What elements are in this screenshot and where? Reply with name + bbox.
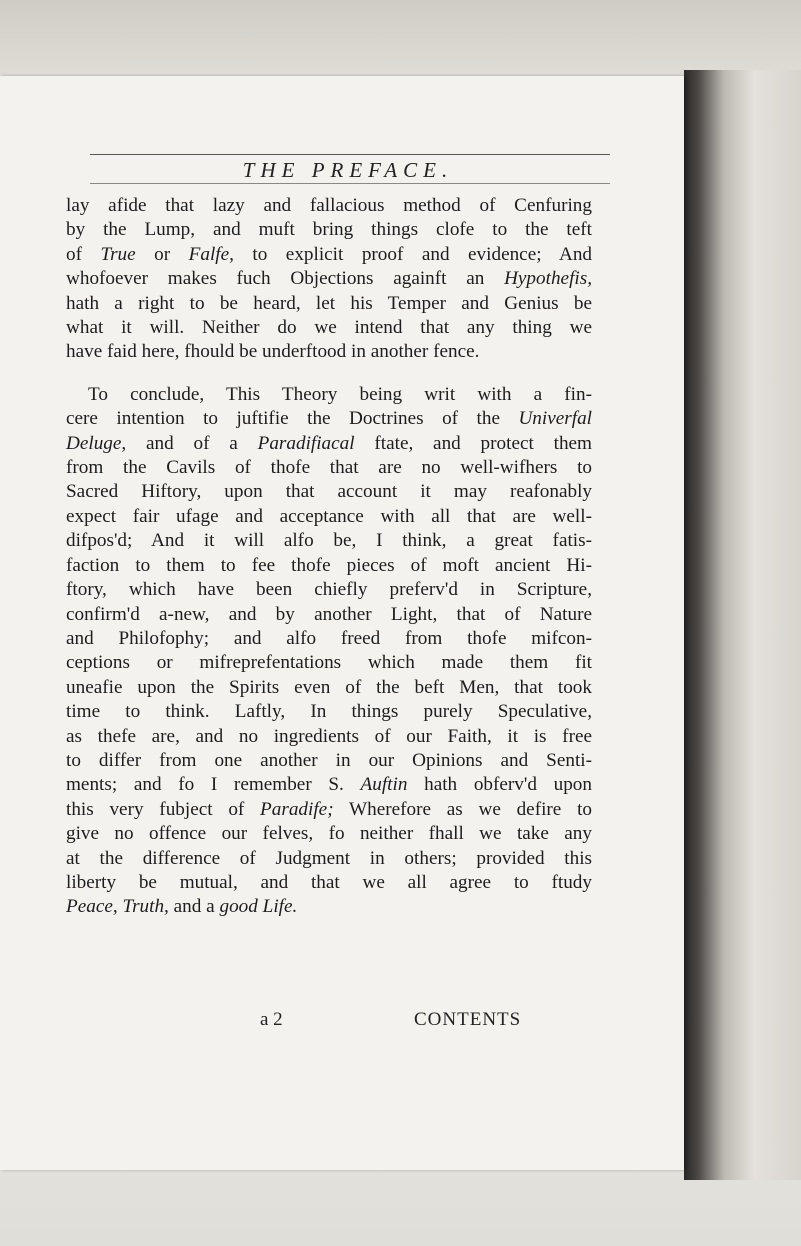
text-line: confirm'd a-new, and by another Light, that of Nature xyxy=(66,603,592,625)
text-line: ftory, which have been chiefly preferv'd in Scripture, xyxy=(66,579,592,601)
text-line: To conclude, This Theory being writ with a fin- xyxy=(88,383,592,405)
book-spine-shadow xyxy=(684,70,801,1180)
text-line: by the Lump, and muft bring things clofe to the teft xyxy=(66,219,592,241)
text-line: faction to them to fee thofe pieces of moft ancient Hi- xyxy=(66,554,592,576)
text-line: hath a right to be heard, let his Temper and Genius be xyxy=(66,292,592,314)
text-line: cere intention to juftifie the Doctrines of the Univerfal xyxy=(66,408,592,430)
text-line: Sacred Hiftory, upon that account it may reafonably xyxy=(66,481,592,503)
text-line: have faid here, fhould be underftood in another fence. xyxy=(66,341,480,363)
text-line: this very fubject of Paradife; Wherefore as we defire to xyxy=(66,798,592,820)
text-line: give no offence our felves, fo neither fhall we take any xyxy=(66,823,592,845)
text-line: Peace, Truth, and a good Life. xyxy=(66,896,298,918)
text-line: what it will. Neither do we intend that any thing we xyxy=(66,317,592,339)
text-line: whofoever makes fuch Objections againft an Hypothefis, xyxy=(66,268,592,290)
body-text xyxy=(66,194,592,920)
text-line: time to think. Laftly, In things purely Speculative, xyxy=(66,701,592,723)
paragraph-1 xyxy=(66,194,592,365)
header-rule xyxy=(90,154,610,155)
text-line: from the Cavils of thofe that are no well-wifhers to xyxy=(66,457,592,479)
text-line: at the difference of Judgment in others; provided this xyxy=(66,847,592,869)
text-line: uneafie upon the Spirits even of the beft Men, that took xyxy=(66,676,592,698)
text-line: as thefe are, and no ingredients of our Faith, it is free xyxy=(66,725,592,747)
text-line: liberty be mutual, and that we all agree to ftudy xyxy=(66,871,592,893)
text-line: ments; and fo I remember S. Auftin hath obferv'd upon xyxy=(66,774,592,796)
running-head: THE PREFACE. xyxy=(242,158,454,182)
signature-mark: a 2 xyxy=(260,1009,283,1030)
text-line: to differ from one another in our Opinions and Senti- xyxy=(66,749,592,771)
text-line: and Philofophy; and alfo freed from thofe mifcon- xyxy=(66,627,592,649)
text-line: difpos'd; And it will alfo be, I think, a great fatis- xyxy=(66,530,592,552)
paragraph-2 xyxy=(66,383,592,920)
header-underline xyxy=(90,183,610,184)
text-line: expect fair ufage and acceptance with all that are well- xyxy=(66,505,592,527)
text-line: Deluge, and of a Paradifiacal ftate, and protect them xyxy=(66,432,592,454)
catchword: CONTENTS xyxy=(414,1009,522,1030)
text-line: lay afide that lazy and fallacious method of Cenfuring xyxy=(66,195,592,216)
text-line: of True or Falfe, to explicit proof and evidence; And xyxy=(66,243,593,265)
text-line: ceptions or mifreprefentations which made them fit xyxy=(66,652,592,674)
